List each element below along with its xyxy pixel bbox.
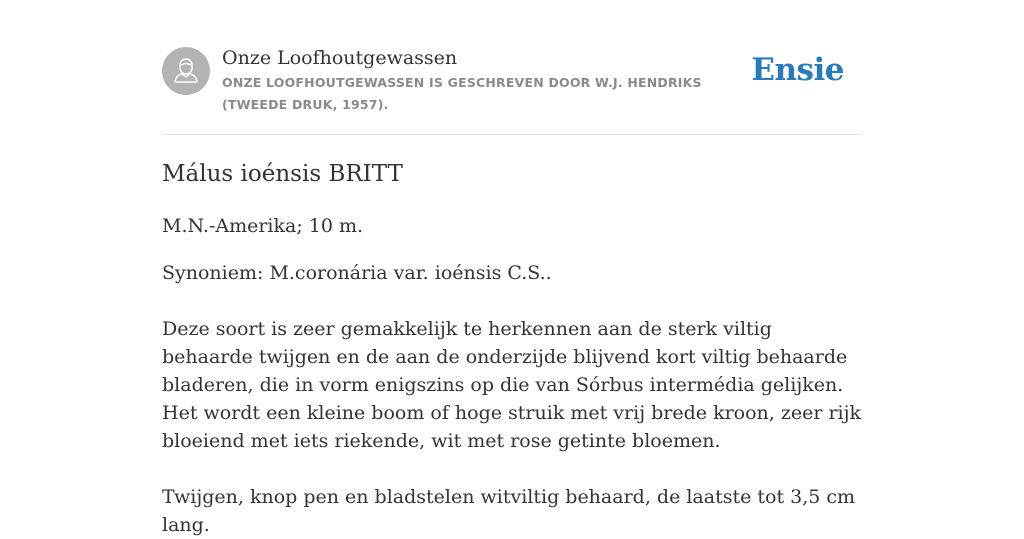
entry-paragraph: M.N.-Amerika; 10 m. xyxy=(162,215,364,237)
source-title[interactable]: Onze Loofhoutgewassen xyxy=(222,47,458,69)
source-info xyxy=(222,44,762,116)
entry-paragraph: Twijgen, knop pen en bladstelen witviltig behaard, de laatste tot 3,5 cm lang. xyxy=(162,486,856,536)
entry-content xyxy=(162,156,862,539)
user-icon xyxy=(162,47,210,95)
entry-paragraph: Synoniem: M.coronária var. ioénsis C.S.. xyxy=(162,262,552,284)
entry-paragraph: Deze soort is zeer gemakkelijk te herkennen aan de sterk viltig behaarde twijgen en de aan de onderzijde blijvend kort viltig behaarde bladeren, die in vorm enigszins op die van Sórbus intermédia gelijken. Het wordt een kleine boom of hoge struik met vrij brede kroon, zeer rijk bloeiend met iets riekende, wit met rose getinte bloemen. xyxy=(162,318,862,452)
source-header xyxy=(162,44,862,135)
entry-title: Málus ioénsis BRITT xyxy=(162,161,403,187)
brand-logo[interactable]: Ensie xyxy=(751,52,844,88)
source-description: ONZE LOOFHOUTGEWASSEN IS GESCHREVEN DOOR W.J. HENDRIKS (TWEEDE DRUK, 1957). xyxy=(222,75,702,112)
source-avatar xyxy=(162,47,210,95)
